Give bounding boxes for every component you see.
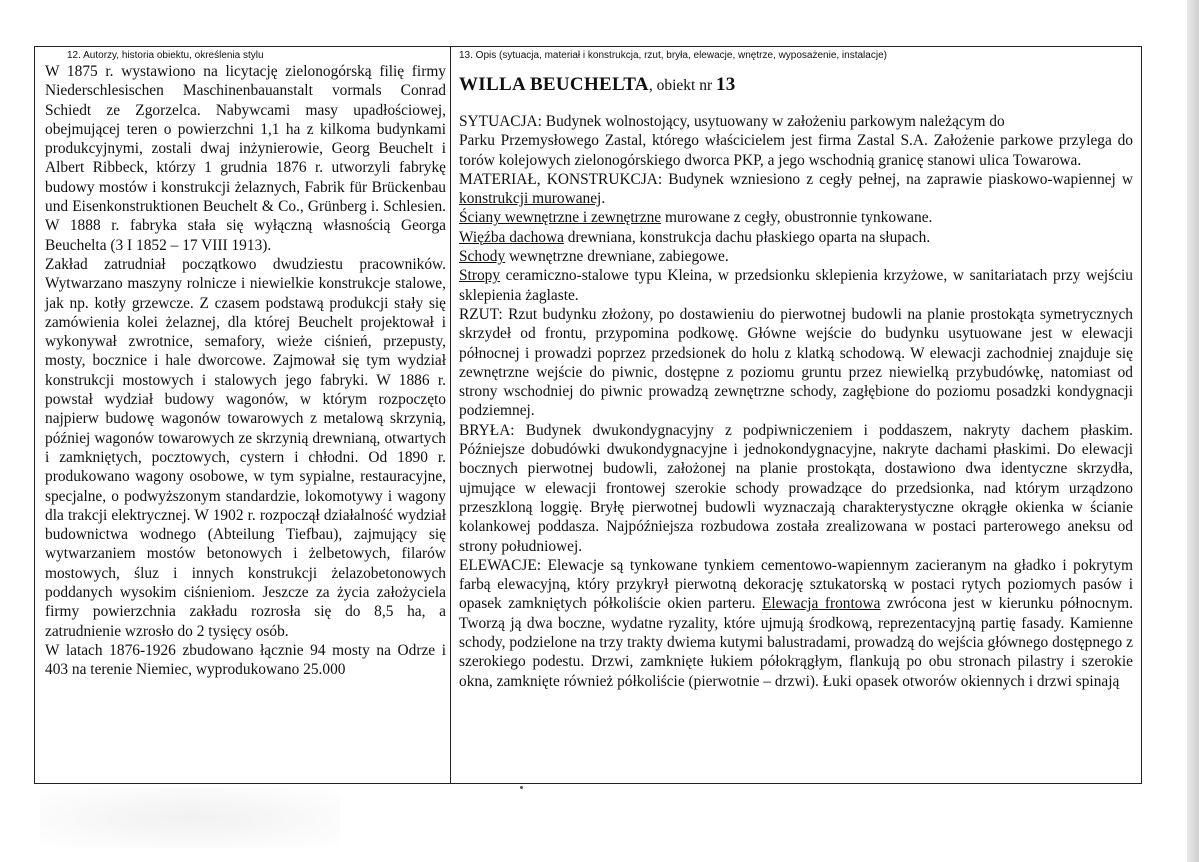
ceilings-text: ceramiczno-stalowe typu Kleina, w przedsionku sklepienia krzyżowe, w sanitariatach przy wejściu sklepienia żaglaste. xyxy=(459,267,1133,304)
history-paragraph: W 1875 r. wystawiono na licytację zielonogórską filię firmy Niederschlesischen Maschinenbauanstalt vormals Conrad Schiedt ze Zgorzelca. Nabywcami masy upadłościowej, obejmującej teren o powierzchni 1,1 ha z kilkoma budynkami produkcyjnymi, zostali dwaj inżynierowie, Georg Beuchelt i Albert Ribbeck, którzy 1 grudnia 1876 r. utworzyli fabrykę budowy mostów i konstrukcji żelaznych, Fabrik für Brückenbau und Eisenkonstruktionen Beuchelt & Co., Grünberg i. Schlesien. W 1888 r. fabryka stała się wyłączną własnością Georga Beuchelta (3 I 1852 – 17 VIII 1913). xyxy=(45,63,446,254)
ceilings-paragraph xyxy=(459,266,1133,305)
situation-paragraph xyxy=(459,112,1133,131)
description-section-header: 13. Opis (sytuacja, materiał i konstrukcja, rzut, bryła, elewacje, wnętrze, wyposażenie, instalacje) xyxy=(459,50,887,61)
object-number-label: , obiekt nr xyxy=(648,77,716,94)
ceilings-label: Stropy xyxy=(459,267,501,285)
facades-text: ELEWACJE: Elewacje są tynkowane tynkiem cementowo-wapiennym zacieranym na gładko i pokrytym farbą elewacyjną, który przykrył pierwotną dekorację sztukatorską w postaci rytych poziomych pasów i opasek zamkniętych półkoliście okien parteru. xyxy=(459,556,1133,613)
description-column xyxy=(451,47,1141,783)
stairs-text: wewnętrzne drewniane, zabiegowe. xyxy=(505,248,729,266)
scan-dot xyxy=(520,786,523,789)
facades-text-cont: zwrócona jest w kierunku północnym. Tworzą ją dwa boczne, wydatne ryzality, które ujmują środkową, reprezentacyjną partię fasady. Kamienne schody, podzielone na trzy trakty dwiema kutymi balustradami, prowadzą do wejścia głównego dostępnego z szerokiego podestu. Drzwi, zamknięte łukiem półokrągłym, flankują po obu stronach pilastry i szerokie okna, zamknięte również półkoliście (pierwotnie – drzwi). Łuki opasek otworów okiennych i drzwi spinają xyxy=(459,595,1133,690)
facades-paragraph xyxy=(459,556,1133,691)
roof-text: drewniana, konstrukcja dachu płaskiego oparta na słupach. xyxy=(563,228,931,246)
scan-smudge xyxy=(40,788,340,848)
object-number: 13 xyxy=(715,74,736,95)
stairs-label: Schody xyxy=(459,248,506,266)
situation-lead: SYTUACJA: Budynek wolnostojący, usytuowany w założeniu parkowym należącym do xyxy=(459,113,1005,130)
walls-label: Ściany wewnętrzne i zewnętrzne xyxy=(459,209,662,227)
front-facade-link: Elewacja frontowa xyxy=(761,595,881,613)
material-end: . xyxy=(601,190,606,208)
object-title xyxy=(459,75,1133,96)
material-text: MATERIAŁ, KONSTRUKCJA: Budynek wzniesiono z cegły pełnej, na zaprawie piaskowo-wapiennej w xyxy=(459,170,1133,188)
history-paragraph: W latach 1876-1926 zbudowano łącznie 94 mosty na Odrze i 403 na terenie Niemiec, wyprodukowano 25.000 xyxy=(45,641,446,679)
walls-text: murowane z cegły, obustronnie tynkowane. xyxy=(661,209,933,227)
form-sheet xyxy=(34,46,1142,784)
walls-paragraph xyxy=(459,208,1133,227)
plan-paragraph: RZUT: Rzut budynku złożony, po dostawieniu do pierwotnej budowli na planie prostokąta symetrycznych skrzydeł od frontu, przypomina podkowę. Główne wejście do budynku usytuowane jest w elewacji północnej i prowadzi poprzez przedsionek do holu z klatką schodową. W elewacji zachodniej znajduje się zewnętrzne wejście do piwnic, dostępne z poziomu gruntu przez niewielką przybudówkę, natomiast od strony wschodniej do piwnic prowadzą zewnętrzne schody, zagłębione do poziomu posadzki kondygnacji podziemnej. xyxy=(459,305,1133,420)
material-link: konstrukcji murowanej xyxy=(459,190,602,208)
history-paragraph: Zakład zatrudniał początkowo dwudziestu pracowników. Wytwarzano maszyny rolnicze i niewielkie konstrukcje stalowe, jak np. kotły grzewcze. Z czasem podstawą produkcji stały się zamówienia kolei żelaznej, dla której Beuchelt projektował i wykonywał zwrotnice, semafory, wieże ciśnień, przepusty, mosty, bocznice i hale dworcowe. Zajmował się tym wydział konstrukcji mostowych i stalowych jego fabryki. W 1886 r. powstał wydział budowy wagonów, w którym rozpoczęto najpierw budowę wagonów towarowych z metalową skrzynią, później wagonów towarowych ze skrzynią drewnianą, otwartych i zamkniętych, pocztowych, cystern i chłodni. Od 1890 r. produkowano wagony osobowe, w tym sypialne, restauracyjne, specjalne, o podwyższonym standardzie, lokomotywy i wagony dla trakcji elektrycznej. W 1902 r. rozpoczął działalność wydział budownictwa wodnego (Abteilung Tiefbau), zajmujący się wytwarzaniem mostów betonowych i żelbetowych, filarów mostowych, śluz i innych konstrukcji żelazobetonowych poddanych wysokim ciśnieniom. Jeszcze za życia założyciela firmy powierzchnia zakładu rozrosła się do 8,5 ha, a zatrudnienie wzrosło do 2 tysięcy osób. xyxy=(45,255,446,640)
history-column xyxy=(35,47,451,783)
massing-paragraph: BRYŁA: Budynek dwukondygnacyjny z podpiwniczeniem i poddaszem, nakryty dachem płaskim. Późniejsze dobudówki dwukondygnacyjne i jednokondygnacyjne, nakryte dachami płaskimi. Do elewacji bocznych pierwotnej budowli, założonej na planie prostokąta, dostawiono dwa identyczne skrzydła, ujmujące w elewacji frontowej szerokie schody prowadzące do przedsionka, nad którym urządzono przeszkloną loggię. Bryłę pierwotnej budowli wyznaczają charakterystyczne okrągłe okienka w ścianie kolankowej poddasza. Najpóźniejsza rozbudowa została zrealizowana w postaci parterowego aneksu od strony południowej. xyxy=(459,421,1133,555)
roof-paragraph xyxy=(459,228,1133,247)
object-name: WILLA BEUCHELTA xyxy=(459,74,649,95)
material-paragraph xyxy=(459,170,1133,209)
history-section-header: 12. Autorzy, historia obiektu, określenia stylu xyxy=(67,50,264,61)
scan-page-edge xyxy=(1187,0,1199,862)
stairs-paragraph xyxy=(459,247,1133,266)
history-text xyxy=(45,62,446,680)
situation-paragraph-cont: Parku Przemysłowego Zastal, którego właścicielem jest firma Zastal S.A. Założenie parkowe przylega do torów kolejowych zielonogórskiego dworca PKP, a jego wschodnią granicę stanowi ulica Towarowa. xyxy=(459,132,1133,169)
description-text xyxy=(459,112,1133,691)
roof-label: Więźba dachowa xyxy=(459,228,564,246)
